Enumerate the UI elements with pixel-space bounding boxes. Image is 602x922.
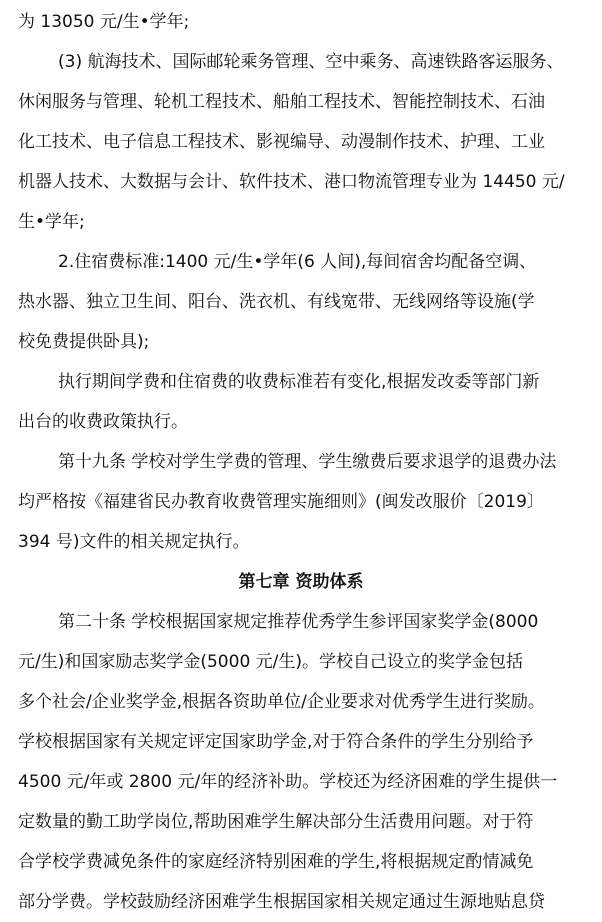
text-line: 均严格按《福建省民办教育收费管理实施细则》(闽发改服价〔2019〕: [18, 492, 544, 512]
text-line: 化工技术、电子信息工程技术、影视编导、动漫制作技术、护理、工业: [18, 132, 545, 152]
text-line: 出台的收费政策执行。: [18, 412, 188, 432]
text-line: 执行期间学费和住宿费的收费标准若有变化,根据发改委等部门新: [58, 372, 540, 392]
text-line: 4500 元/年或 2800 元/年的经济补助。学校还为经济困难的学生提供一: [18, 772, 558, 792]
text-line: 校免费提供卧具);: [18, 332, 150, 352]
text-line: 学校根据国家有关规定评定国家助学金,对于符合条件的学生分别给予: [18, 732, 534, 752]
text-line: 2.住宿费标准:1400 元/生•学年(6 人间),每间宿舍均配备空调、: [58, 252, 537, 272]
text-line: 元/生)和国家励志奖学金(5000 元/生)。学校自己设立的奖学金包括: [18, 652, 524, 672]
text-line: 热水器、独立卫生间、阳台、洗衣机、有线宽带、无线网络等设施(学: [18, 292, 535, 312]
text-line: 机器人技术、大数据与会计、软件技术、港口物流管理专业为 14450 元/: [18, 172, 565, 192]
text-line: 休闲服务与管理、轮机工程技术、船舶工程技术、智能控制技术、石油: [18, 92, 545, 112]
text-line: 多个社会/企业奖学金,根据各资助单位/企业要求对优秀学生进行奖励。: [18, 692, 545, 712]
text-line: 定数量的勤工助学岗位,帮助困难学生解决部分生活费用问题。对于符: [18, 812, 534, 832]
text-line: 合学校学费减免条件的家庭经济特别困难的学生,将根据规定酌情减免: [18, 852, 534, 872]
text-line: 第二十条 学校根据国家规定推荐优秀学生参评国家奖学金(8000: [58, 612, 539, 632]
text-line: (3) 航海技术、国际邮轮乘务管理、空中乘务、高速铁路客运服务、: [58, 52, 564, 72]
text-line: 生•学年;: [18, 212, 85, 232]
text-line: 部分学费。学校鼓励经济困难学生根据国家相关规定通过生源地贴息贷: [18, 892, 545, 912]
text-line: 为 13050 元/生•学年;: [18, 12, 190, 32]
text-line: 第十九条 学校对学生学费的管理、学生缴费后要求退学的退费办法: [58, 452, 557, 472]
text-line: 394 号)文件的相关规定执行。: [18, 532, 250, 552]
chapter-heading: 第七章 资助体系: [238, 572, 364, 592]
